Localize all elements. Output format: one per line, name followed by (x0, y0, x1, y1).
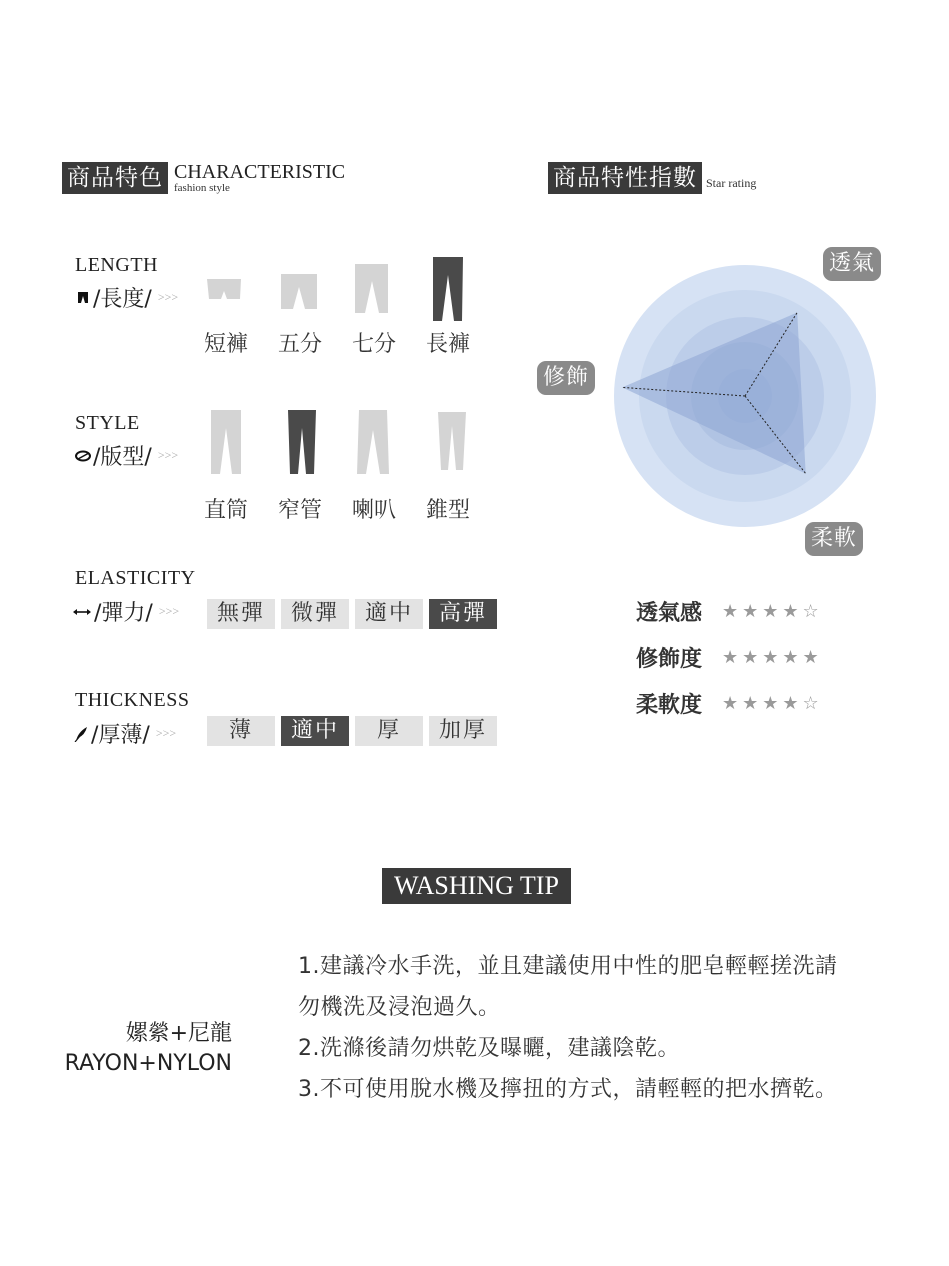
style-option-straight[interactable]: 直筒 (203, 498, 248, 523)
length-option-shorts[interactable]: 短褲 (203, 332, 248, 357)
elasticity-label: /彈力/ (94, 601, 153, 626)
elasticity-title-en: ELASTICITY (75, 567, 196, 589)
rating-label: 修飾度 (636, 647, 703, 672)
thickness-options (207, 716, 497, 746)
elasticity-option-high[interactable]: 高彈 (429, 599, 497, 629)
material-block (40, 1019, 232, 1079)
pants-icon (75, 290, 91, 306)
material-en: RAYON+NYLON (64, 1051, 232, 1076)
tapered-pants-icon (438, 412, 466, 470)
slim-pants-icon (288, 410, 316, 474)
long-pants-icon (433, 257, 463, 321)
washing-tips (298, 946, 858, 1110)
thickness-option-thin[interactable]: 薄 (207, 716, 275, 746)
material-zh: 嫘縈+尼龍 (125, 1021, 232, 1046)
thickness-label: /厚薄/ (91, 723, 150, 748)
tape-icon (75, 448, 91, 464)
style-label: /版型/ (93, 445, 152, 470)
elasticity-option-medium[interactable]: 適中 (355, 599, 423, 629)
radar-label-fit: 修飾 (537, 361, 595, 395)
thickness-option-thick[interactable]: 厚 (355, 716, 423, 746)
characteristic-subtitle: fashion style (174, 182, 230, 194)
rating-title-zh: 商品特性指數 (548, 162, 702, 194)
rating-stars: ★★★★☆ (722, 601, 823, 622)
style-options (189, 493, 485, 524)
washing-tip-2: 2.洗滌後請勿烘乾及曝曬，建議陰乾。 (298, 1036, 680, 1061)
style-title-en: STYLE (75, 412, 140, 434)
radar-label-softness: 柔軟 (805, 522, 863, 556)
length-pants-icons (200, 255, 490, 325)
rating-stars: ★★★★☆ (722, 693, 823, 714)
length-option-five[interactable]: 五分 (277, 332, 322, 357)
double-arrow-icon (72, 604, 92, 620)
flare-pants-icon (357, 410, 389, 474)
elasticity-option-slight[interactable]: 微彈 (281, 599, 349, 629)
style-option-tapered[interactable]: 錐型 (425, 498, 470, 523)
shorts-icon (207, 279, 241, 299)
radar-chart (600, 250, 890, 540)
elasticity-option-none[interactable]: 無彈 (207, 599, 275, 629)
characteristic-title-zh: 商品特色 (62, 162, 168, 194)
length-arrows: >>> (157, 290, 179, 304)
length-options (189, 327, 485, 358)
style-pants-icons (200, 408, 490, 478)
thickness-option-medium[interactable]: 適中 (281, 716, 349, 746)
radar-label-breathability: 透氣 (823, 247, 881, 281)
thickness-title-en: THICKNESS (75, 689, 190, 711)
feather-icon (73, 726, 89, 742)
washing-tip-1: 1.建議冷水手洗，並且建議使用中性的肥皂輕輕搓洗請勿機洗及浸泡過久。 (298, 954, 838, 1020)
length-option-long[interactable]: 長褲 (425, 332, 470, 357)
washing-tip-3: 3.不可使用脫水機及擰扭的方式，請輕輕的把水擠乾。 (298, 1077, 838, 1102)
rating-title-en: Star rating (706, 176, 757, 190)
rating-label: 透氣感 (636, 601, 703, 626)
five-quarter-pants-icon (281, 274, 317, 309)
characteristic-header (62, 162, 345, 194)
characteristic-title-en: CHARACTERISTIC (174, 161, 346, 183)
washing-title: WASHING TIP (382, 868, 571, 904)
rating-stars: ★★★★★ (722, 647, 823, 668)
style-option-flare[interactable]: 喇叭 (351, 498, 396, 523)
length-label: /長度/ (93, 287, 152, 312)
rating-row-fit (636, 642, 823, 673)
length-title-en: LENGTH (75, 254, 158, 276)
length-title-zh (75, 282, 178, 313)
rating-row-breathability (636, 596, 823, 627)
seven-quarter-pants-icon (355, 264, 388, 313)
rating-row-softness (636, 688, 823, 719)
style-title-zh (75, 440, 178, 471)
thickness-option-extra-thick[interactable]: 加厚 (429, 716, 497, 746)
thickness-title-zh (73, 718, 176, 749)
thickness-arrows: >>> (155, 726, 177, 740)
length-option-seven[interactable]: 七分 (351, 332, 396, 357)
star-ratings (636, 596, 823, 719)
elasticity-options (207, 599, 497, 629)
rating-header (548, 162, 756, 194)
elasticity-title-zh (72, 596, 179, 627)
straight-pants-icon (211, 410, 241, 474)
rating-label: 柔軟度 (636, 693, 703, 718)
elasticity-arrows: >>> (158, 604, 180, 618)
style-option-slim[interactable]: 窄管 (277, 498, 322, 523)
style-arrows: >>> (157, 448, 179, 462)
